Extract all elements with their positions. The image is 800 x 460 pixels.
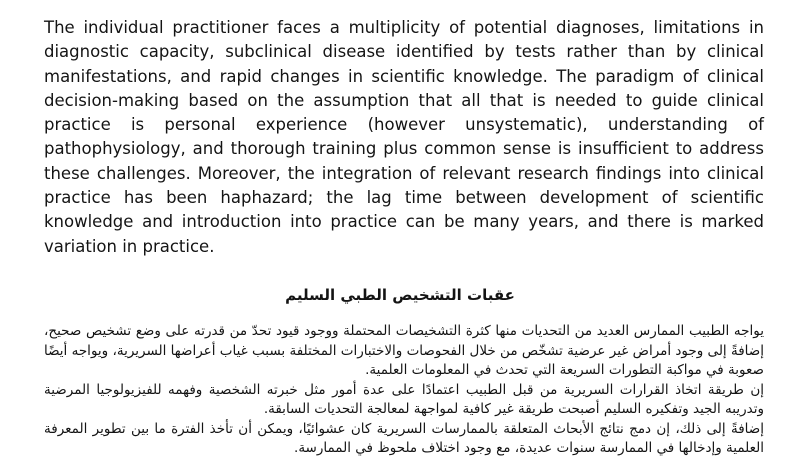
arabic-heading: عقبات التشخيص الطبي السليم — [285, 286, 515, 304]
arabic-body — [44, 322, 764, 459]
english-paragraph: The individual practitioner faces a multiplicity of potential diagnoses, limitations in diagnostic capacity, subclinical disease identified by tests rather than by clinical manifestations, and rapid changes in scientific knowledge. The paradigm of clinical decision-making based on the assumption that all that is needed to guide clinical practice is personal experience (however unsystematic), understanding of pathophysiology, and thorough training plus common sense is insufficient to address these challenges. Moreover, the integration of relevant research findings into clinical practice has been haphazard; the lag time between development of scientific knowledge and introduction into practice can be many years, and there is marked variation in practice. — [44, 18, 764, 256]
arabic-paragraph-2: إن طريقة اتخاذ القرارات السريرية من قبل الطبيب اعتمادًا على عدة أمور مثل خبرته الشخصية وفهمه للفيزيولوجيا المرضية وتدريبه الجيد وتفكيره السليم أصبحت طريقة غير كافية لمواجهة لمعالجة التحديات السابقة. — [44, 381, 764, 417]
arabic-paragraph-1: يواجه الطبيب الممارس العديد من التحديات منها كثرة التشخيصات المحتملة ووجود قيود تحدّ من قدرته على وضع تشخيص صحيح، إضافةً إلى وجود أمراض غير عرضية تشخّص من خلال الفحوصات والاختبارات المختلفة بسبب غياب أعراضها السريرية، ويواجه أيضًا صعوبة في مواكبة التطورات السريعة التي تحدث في المعلومات العلمية. — [43, 323, 764, 378]
arabic-paragraph-3: إضافةً إلى ذلك، إن دمج نتائج الأبحاث المتعلقة بالممارسات السريرية كان عشوائيًا، ويمكن أن تأخذ الفترة ما بين تطوير المعرفة العلمية وإدخالها في الممارسة سنوات عديدة، مع وجود اختلاف ملحوظ في الممارسة. — [44, 420, 764, 456]
